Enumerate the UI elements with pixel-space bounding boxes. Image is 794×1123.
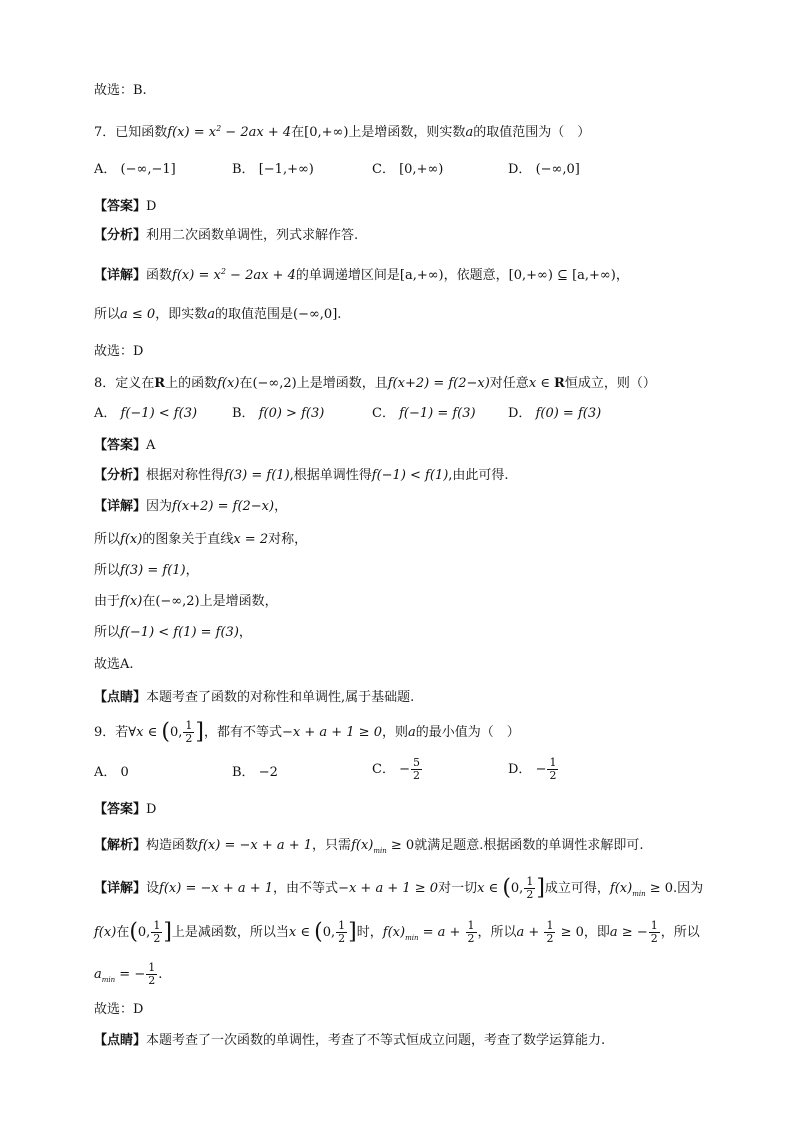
- q8-a2: f(3) = f(1): [224, 468, 290, 483]
- q8-detail-line-2: [94, 530, 734, 550]
- q8-d4c: 在: [142, 594, 156, 609]
- q8-d1a: 因为: [146, 499, 173, 514]
- q9-e1a: 设: [146, 881, 160, 896]
- q7-detail-line-2: [94, 305, 734, 325]
- comment-tag: 【点睛】: [94, 1033, 147, 1048]
- q8-t3: 在: [239, 376, 253, 391]
- q9-a: a: [408, 725, 416, 740]
- q8-d2e: 对称，: [268, 532, 308, 547]
- q8-analysis: [94, 466, 734, 486]
- q9-e1c: ，由不等式: [273, 881, 339, 896]
- q8-d4b: f(x): [120, 594, 143, 609]
- q9-e1j: .因为: [673, 881, 704, 896]
- q7-d1d: 的单调递增区间是: [295, 268, 400, 283]
- q7-answer: [94, 197, 734, 217]
- q8-d2b: f(x): [120, 532, 143, 547]
- q7-d2d: a: [207, 307, 215, 322]
- q8-cond: f(x+2) = f(2−x): [387, 376, 490, 391]
- q9-e2i: a +: [516, 925, 544, 940]
- q8-a5: ,由此可得.: [448, 468, 509, 483]
- q8-option-a[interactable]: A． f(−1) < f(3): [94, 406, 198, 421]
- q9-e2-frac-3: $\frac{1}{2}$: [467, 919, 475, 945]
- q8-comment-text: 本题考查了函数的对称性和单调性,属于基础题.: [146, 690, 415, 705]
- q7-d2e: 的取值范围是: [214, 307, 293, 322]
- q9-j1: 构造函数: [146, 838, 199, 853]
- q9-ineq: −x + a + 1 ≥ 0: [281, 725, 382, 740]
- q9-e3c: .: [158, 967, 163, 982]
- q7-conclusion: 故选：D: [94, 344, 144, 359]
- q9-jiexi: [94, 836, 734, 861]
- q9-option-b[interactable]: B． −2: [232, 765, 278, 780]
- q8-detail-line-4: [94, 592, 734, 612]
- q8-d3a: 所以: [94, 563, 121, 578]
- q8-t2: 上的函数: [165, 376, 218, 391]
- q9-option-c[interactable]: C． − $\frac{5}{2}$: [372, 756, 420, 782]
- q9-e3-frac: $\frac{1}{2}$: [148, 961, 156, 987]
- q8-comment: [94, 688, 734, 708]
- right-bracket-icon: ]: [348, 919, 357, 945]
- q8-option-b[interactable]: B． f(0) > f(3): [232, 406, 325, 421]
- q9-j6: 就满足题意.根据函数的单调性求解即可.: [414, 838, 644, 853]
- q8-d3b: f(3) = f(1): [120, 563, 186, 578]
- q7-option-a[interactable]: A． (−∞,−1]: [94, 162, 176, 177]
- q7-d2f: (−∞,0]: [293, 307, 338, 322]
- q9-conclusion: 故选：D: [94, 1002, 144, 1017]
- jiexi-tag: 【解析】: [94, 838, 147, 853]
- q7-var: a: [465, 125, 474, 140]
- q8-option-c[interactable]: C． f(−1) = f(3): [372, 406, 476, 421]
- q8-t1: 定义在: [115, 376, 155, 391]
- q9-option-d[interactable]: D． − $\frac{1}{2}$: [508, 756, 557, 782]
- left-paren-icon: (: [502, 875, 511, 901]
- q7-d2b: a ≤ 0: [120, 307, 156, 322]
- q8-d1b: f(x+2) = f(2−x): [172, 499, 275, 514]
- q9-e2f: $f(x)_{min}$: [382, 925, 419, 942]
- q8-stem: [94, 374, 734, 394]
- q8-xin: x ∈: [528, 376, 555, 391]
- q8-option-d[interactable]: D． f(0) = f(3): [508, 406, 602, 421]
- q7-analysis-text: 利用二次函数单调性，列式求解作答.: [146, 228, 359, 243]
- q8-d1c: ，: [274, 499, 288, 514]
- left-paren-icon: (: [314, 919, 323, 945]
- q8-detail-line-5: [94, 623, 734, 643]
- q7-stem: [94, 119, 734, 143]
- q9-e2-frac-5: $\frac{1}{2}$: [650, 919, 658, 945]
- q7-option-c[interactable]: C． [0,+∞): [372, 162, 444, 177]
- q9-e2b: 在: [116, 925, 130, 940]
- q9-detail-line-3: [94, 962, 734, 990]
- q7-text-3: 上是增函数，则实数: [348, 125, 466, 140]
- q9-e2k: ，即: [583, 925, 610, 940]
- q9-e1h: $f(x)_{min}$: [609, 881, 646, 898]
- q8-R: R: [154, 376, 166, 391]
- q8-d2a: 所以: [94, 532, 121, 547]
- q8-d5b: f(−1) < f(1) = f(3): [120, 625, 239, 640]
- q8-d2c: 的图象关于直线: [142, 532, 234, 547]
- q9-comment-text: 本题考查了一次函数的单调性，考查了不等式恒成立问题，考查了数学运算能力.: [146, 1033, 606, 1048]
- left-paren-icon: (: [161, 719, 170, 745]
- q9-e2-lb: 0,: [137, 925, 151, 940]
- q9-t2: ，都有不等式: [203, 725, 282, 740]
- q8-number: 8．: [94, 376, 116, 391]
- q8-t4: 上是增函数，且: [296, 376, 388, 391]
- q8-t5: 对任意: [489, 376, 529, 391]
- q9-e2-frac-2: $\frac{1}{2}$: [338, 919, 346, 945]
- q8-a1: 根据对称性得: [146, 468, 225, 483]
- q9-e1-lb: 0,: [510, 881, 524, 896]
- q7-interval: [0,+∞): [304, 125, 349, 140]
- q9-e2e: 时，: [356, 925, 383, 940]
- q7-option-b[interactable]: B． [−1,+∞): [232, 162, 314, 177]
- analysis-tag: 【分析】: [94, 228, 147, 243]
- q7-text-1: 已知函数: [115, 125, 168, 140]
- answer-tag: 【答案】: [94, 802, 147, 817]
- left-paren-icon: (: [129, 919, 138, 945]
- q7-d2g: .: [337, 307, 342, 322]
- q8-answer: [94, 436, 734, 456]
- q7-answer-value: D: [146, 199, 157, 214]
- q9-number: 9．: [94, 725, 116, 740]
- q9-e2-lb2: 0,: [322, 925, 336, 940]
- q7-d1g: [0,+∞) ⊆ [a,+∞): [508, 268, 616, 283]
- right-bracket-icon: ]: [195, 719, 204, 745]
- q9-e1b: f(x) = −x + a + 1: [159, 881, 274, 896]
- q8-a3: ,根据单调性得: [289, 468, 372, 483]
- q7-number: 7．: [94, 125, 116, 140]
- q9-e2-frac-1: $\frac{1}{2}$: [153, 919, 161, 945]
- q8-detail-line-1: [94, 497, 734, 517]
- q8-d2d: x = 2: [233, 532, 269, 547]
- q9-e2-frac-4: $\frac{1}{2}$: [546, 919, 554, 945]
- q8-answer-value: A: [146, 438, 156, 453]
- q9-e2g: = a +: [418, 925, 465, 940]
- q9-stem: [94, 720, 734, 745]
- q9-e1f: x ∈: [477, 881, 503, 896]
- q7-d1-function: $f(x) = x^2 - 2ax + 4$: [172, 267, 296, 283]
- q9-e3b: = −: [115, 967, 146, 982]
- q9-e2j: ≥ 0: [556, 925, 584, 940]
- detail-tag: 【详解】: [94, 499, 147, 514]
- q7-text-2: 在: [291, 125, 305, 140]
- q7-option-d[interactable]: D． (−∞,0]: [508, 162, 580, 177]
- q8-detail-line-3: [94, 561, 734, 581]
- q9-detail-line-1: [94, 876, 734, 904]
- q7-d1a: 函数: [146, 268, 173, 283]
- q9-e2c: 上是减函数，所以当: [171, 925, 289, 940]
- analysis-tag: 【分析】: [94, 468, 147, 483]
- q9-t4: 的最小值为（ ）: [415, 725, 520, 740]
- q7-d2a: 所以: [94, 307, 121, 322]
- q9-e3a: $a_{min}$: [94, 967, 116, 984]
- q7-detail-line-1: [94, 262, 734, 286]
- q9-e1d: −x + a + 1 ≥ 0: [338, 881, 439, 896]
- q9-frac: $\frac{1}{2}$: [185, 719, 193, 745]
- q9-t1: 若: [115, 725, 129, 740]
- q9-e2d: x ∈: [288, 925, 315, 940]
- q9-j3: ，只需: [312, 838, 352, 853]
- q7-d1f: ，依题意，: [443, 268, 509, 283]
- q7-d2c: ，即实数: [155, 307, 208, 322]
- q9-e1g: 成立可得，: [544, 881, 610, 896]
- q9-option-a[interactable]: A． 0: [94, 765, 129, 780]
- q9-t3: ，则: [381, 725, 408, 740]
- q8-t6: 恒成立，则（）: [564, 376, 656, 391]
- q9-e2l: a ≥ −: [609, 925, 648, 940]
- q9-e1e: 对一切: [438, 881, 478, 896]
- q8-d5c: ，: [238, 625, 252, 640]
- q8-d4d: (−∞,2): [155, 594, 200, 609]
- q9-e2a: f(x): [94, 925, 117, 940]
- q9-forall: ∀x ∈: [128, 725, 162, 740]
- q8-d5a: 所以: [94, 625, 121, 640]
- q8-R2: R: [554, 376, 565, 391]
- q9-comment: [94, 1031, 734, 1051]
- q9-answer: [94, 800, 734, 820]
- q8-conclusion: 故选A.: [94, 657, 134, 672]
- prev-conclusion: 故选：B.: [94, 83, 147, 98]
- q8-int: (−∞,2): [252, 376, 297, 391]
- q9-e1i: ≥ 0: [645, 881, 674, 896]
- q9-j5: ≥ 0: [386, 838, 415, 853]
- q9-e2m: ，所以: [660, 925, 700, 940]
- q8-fx: f(x): [217, 376, 240, 391]
- q9-j2: f(x) = −x + a + 1: [198, 838, 313, 853]
- comment-tag: 【点睛】: [94, 690, 147, 705]
- detail-tag: 【详解】: [94, 268, 147, 283]
- q9-e2h: ，所以: [477, 925, 517, 940]
- q8-d3c: ，: [185, 563, 199, 578]
- right-bracket-icon: ]: [536, 875, 545, 901]
- q9-detail-line-2: [94, 920, 734, 948]
- q7-d1h: ，: [615, 268, 629, 283]
- q9-e1-frac: $\frac{1}{2}$: [526, 875, 534, 901]
- q9-answer-value: D: [146, 802, 157, 817]
- q8-a4: f(−1) < f(1): [371, 468, 449, 483]
- q9-lb: 0,: [169, 725, 183, 740]
- right-bracket-icon: ]: [163, 919, 172, 945]
- q9-j4: $f(x)_{min}$: [351, 838, 387, 855]
- q7-text-4: 的取值范围为（ ）: [473, 125, 591, 140]
- answer-tag: 【答案】: [94, 438, 147, 453]
- q7-analysis: [94, 226, 734, 246]
- q7-d1e: [a,+∞): [399, 268, 444, 283]
- q8-d4e: 上是增函数，: [199, 594, 278, 609]
- detail-tag: 【详解】: [94, 881, 147, 896]
- q8-d4a: 由于: [94, 594, 121, 609]
- answer-tag: 【答案】: [94, 199, 147, 214]
- q7-function: $f(x) = x^2 - 2ax + 4$: [167, 124, 292, 140]
